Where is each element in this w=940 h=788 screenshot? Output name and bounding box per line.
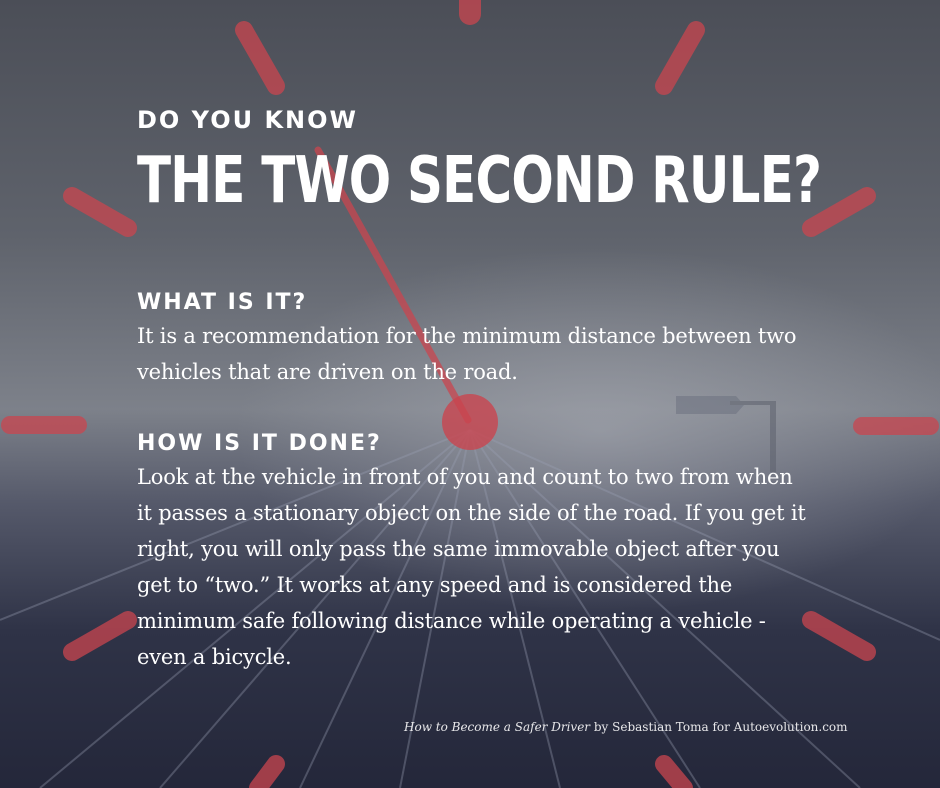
- section-heading-what: WHAT IS IT?: [137, 290, 308, 315]
- kicker-text: DO YOU KNOW: [137, 106, 359, 134]
- credit-author: by Sebastian Toma for Autoevolution.com: [590, 720, 848, 734]
- credit-title: How to Become a Safer Driver: [404, 720, 591, 734]
- clock-center: [442, 394, 498, 450]
- section-body-how: Look at the vehicle in front of you and count to two from when it passes a stationary object on the side of the road. If you get it right, you will only pass the same immovable object after you get to “two.” It works at any speed and is considered the minimum safe following distance while operating a vehicle - even a bicycle.: [137, 465, 806, 669]
- headline: THE TWO SECOND RULE?: [137, 144, 822, 218]
- section-heading-how: HOW IS IT DONE?: [137, 431, 382, 456]
- section-body-what: It is a recommendation for the minimum distance between two vehicles that are driven on the road.: [137, 324, 797, 384]
- credit-line: [404, 720, 848, 734]
